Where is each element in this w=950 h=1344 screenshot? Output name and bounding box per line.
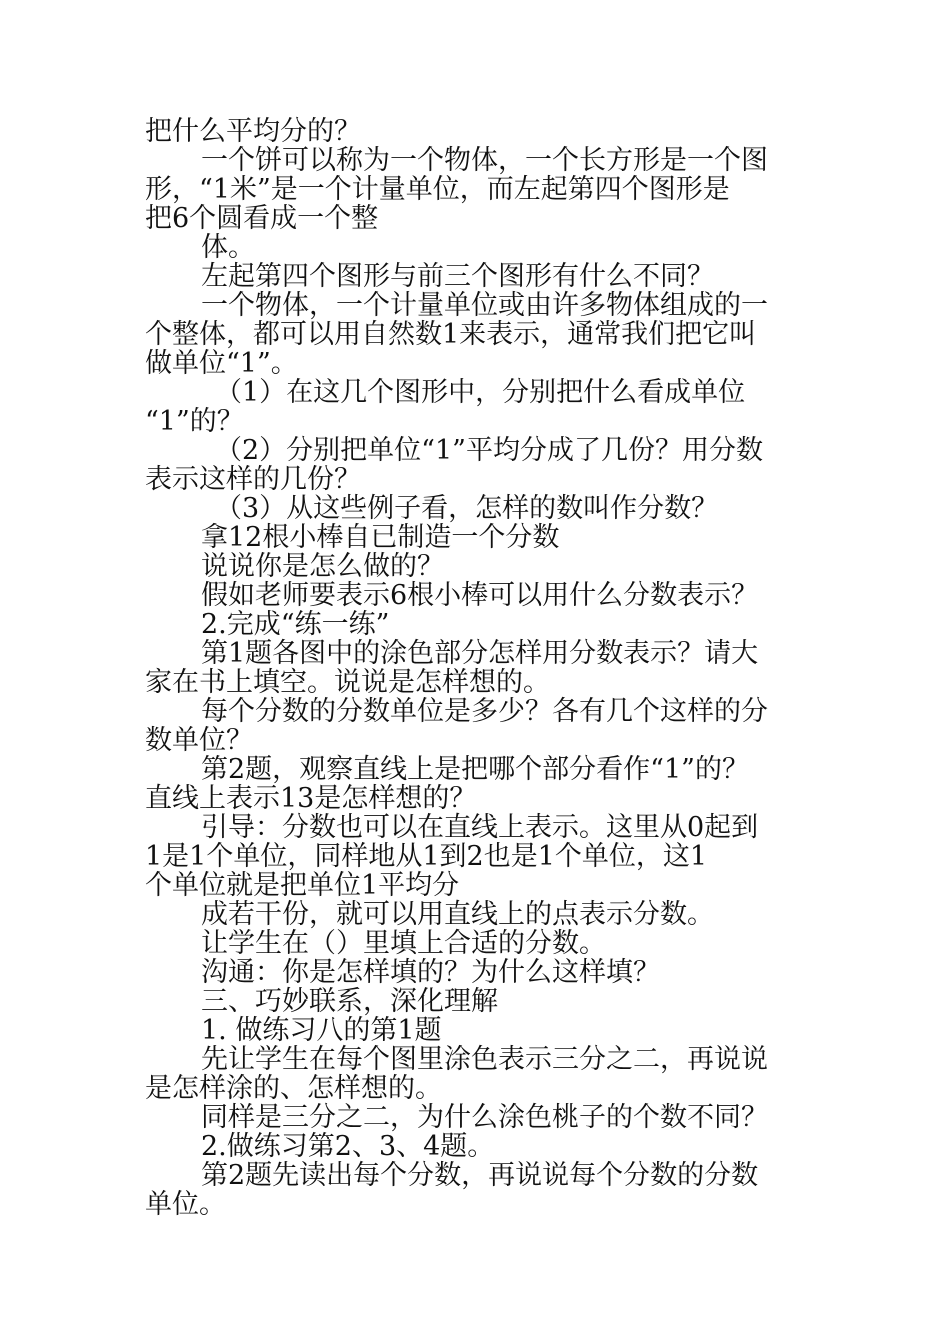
text-line: 做单位“1”。 (145, 348, 298, 379)
text-line: 家在书上填空。说说是怎样想的。 (145, 667, 550, 698)
text-line: 三、巧妙联系，深化理解 (201, 986, 498, 1017)
text-line: 把6个圆看成一个整 (145, 203, 379, 234)
text-line: 是怎样涂的、怎样想的。 (145, 1073, 442, 1104)
text-line: 一个饼可以称为一个物体，一个长方形是一个图 (201, 145, 768, 176)
text-line: 同样是三分之二，为什么涂色桃子的个数不同？ (201, 1102, 768, 1133)
text-line: 个整体，都可以用自然数1来表示，通常我们把它叫 (145, 319, 757, 350)
text-line: 先让学生在每个图里涂色表示三分之二，再说说 (201, 1044, 768, 1075)
text-line: 2.做练习第2、3、4题。 (201, 1131, 495, 1162)
text-line: 第1题各图中的涂色部分怎样用分数表示？请大 (201, 638, 759, 669)
text-line: 2.完成“练一练” (201, 609, 390, 640)
text-line: 第2题，观察直线上是把哪个部分看作“1”的？ (201, 754, 749, 785)
text-line: 假如老师要表示6根小棒可以用什么分数表示？ (201, 580, 759, 611)
text-line: 个单位就是把单位1平均分 (145, 870, 460, 901)
text-line: 每个分数的分数单位是多少？各有几个这样的分 (201, 696, 768, 727)
text-line: 表示这样的几份？ (145, 464, 361, 495)
text-line: 一个物体，一个计量单位或由许多物体组成的一 (201, 290, 768, 321)
text-line: 单位。 (145, 1189, 226, 1220)
text-line: 体。 (201, 232, 255, 263)
text-line: 让学生在（）里填上合适的分数。 (201, 928, 606, 959)
text-line: 把什么平均分的？ (145, 116, 361, 147)
document-body (145, 117, 825, 1219)
text-line: （3）从这些例子看，怎样的数叫作分数？ (215, 493, 719, 524)
text-line: 1是1个单位，同样地从1到2也是1个单位，这1 (145, 841, 708, 872)
text-line: 沟通：你是怎样填的？为什么这样填？ (201, 957, 660, 988)
text-line: 数单位？ (145, 725, 253, 756)
text-line: 第2题先读出每个分数，再说说每个分数的分数 (201, 1160, 759, 1191)
text-line: 引导：分数也可以在直线上表示。这里从0起到 (201, 812, 759, 843)
text-line: 成若干份，就可以用直线上的点表示分数。 (201, 899, 714, 930)
text-line: 直线上表示13是怎样想的？ (145, 783, 477, 814)
text-line: （2）分别把单位“1”平均分成了几份？用分数 (215, 435, 763, 466)
text-line: 形，“1米”是一个计量单位，而左起第四个图形是 (145, 174, 730, 205)
text-line: “1”的？ (145, 406, 244, 437)
text-line: 1. 做练习八的第1题 (201, 1015, 442, 1046)
text-line: 说说你是怎么做的？ (201, 551, 444, 582)
text-line: （1）在这几个图形中，分别把什么看成单位 (215, 377, 746, 408)
text-line: 拿12根小棒自已制造一个分数 (201, 522, 560, 553)
text-line: 左起第四个图形与前三个图形有什么不同？ (201, 261, 714, 292)
